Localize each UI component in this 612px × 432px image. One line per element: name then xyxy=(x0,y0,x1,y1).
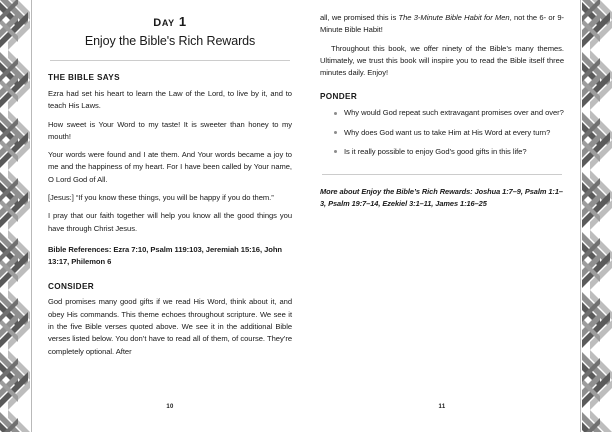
left-decorative-border xyxy=(0,0,34,432)
more-about-references: More about Enjoy the Bible’s Rich Rewards: Joshua 1:7–9, Psalm 1:1–3, Psalm 19:7–14, Ezekiel 3:1–11, James 1:16–25 xyxy=(320,187,563,209)
right-page xyxy=(306,0,578,432)
page-title: Enjoy the Bible's Rich Rewards xyxy=(84,33,256,48)
ponder-question-text: Is it really possible to enjoy God’s good gifts in this life? xyxy=(344,146,527,156)
bullet-icon xyxy=(334,131,337,134)
day-label: day 1 xyxy=(153,13,187,30)
right-decorative-border xyxy=(578,0,612,432)
bible-references: Bible References: Ezra 7:10, Psalm 119:103, Jeremiah 15:16, John 13:17, Philemon 6 xyxy=(48,244,283,267)
ponder-question-list xyxy=(320,107,564,158)
chevron-pattern-icon xyxy=(0,0,30,432)
more-about-divider xyxy=(322,174,562,175)
book-title-italic: The 3-Minute Bible Habit for Men xyxy=(398,13,510,22)
bible-verse-paragraph: [Jesus:] “If you know these things, you will be happy if you do them.” xyxy=(48,193,274,203)
section-heading-bible-says: THE BIBLE SAYS xyxy=(48,73,120,83)
ponder-question-text: Why does God want us to take Him at His Word at every turn? xyxy=(344,127,551,137)
page-number-right: 11 xyxy=(438,404,446,410)
continued-paragraph xyxy=(320,12,564,37)
title-divider xyxy=(50,60,290,61)
bible-verse-paragraph: Your words were found and I ate them. And Your words became a joy to me and the happiness of my heart. For I have been called by Your name, O Lord God of All. xyxy=(48,150,292,184)
continued-text-post: , not the 6- or 9-Minute Bible Habit! xyxy=(320,13,564,35)
bullet-icon xyxy=(334,150,337,153)
bible-verse-paragraph: How sweet is Your Word to my taste! It is sweeter than honey to my mouth! xyxy=(48,119,292,141)
bible-verse-paragraph: I pray that our faith together will help you know all the good things you have through Christ Jesus. xyxy=(48,211,292,233)
list-item xyxy=(334,146,564,158)
right-page-content xyxy=(320,12,564,210)
chevron-pattern-icon xyxy=(582,0,612,432)
list-item xyxy=(334,127,564,139)
border-inner-rule xyxy=(580,0,581,432)
section-heading-consider: CONSIDER xyxy=(48,281,95,291)
page-number-left: 10 xyxy=(166,404,174,410)
throughout-paragraph: Throughout this book, we offer ninety of the Bible’s many themes. Ultimately, we trust this book will inspire you to read the Bible itself three minutes daily. Enjoy! xyxy=(320,43,564,78)
border-inner-rule xyxy=(31,0,32,432)
bullet-icon xyxy=(334,112,337,115)
left-page-content xyxy=(48,14,292,358)
section-heading-ponder: PONDER xyxy=(320,92,358,102)
consider-paragraph: God promises many good gifts if we read His Word, think about it, and obey His commands. This theme echoes throughout scripture. We see it in the five Bible verses quoted above. We see it in the additional Bible verses listed below. You don’t have to read all of them, of course. They’re completely optional. After xyxy=(48,297,292,356)
bible-verse-paragraph: Ezra had set his heart to learn the Law of the Lord, to live by it, and to teach His Laws. xyxy=(48,88,292,111)
list-item xyxy=(334,107,564,119)
continued-text-pre: all, we promised this is xyxy=(320,13,399,22)
ponder-question-text: Why would God repeat such extravagant promises over and over? xyxy=(344,108,564,118)
left-page xyxy=(34,0,306,432)
